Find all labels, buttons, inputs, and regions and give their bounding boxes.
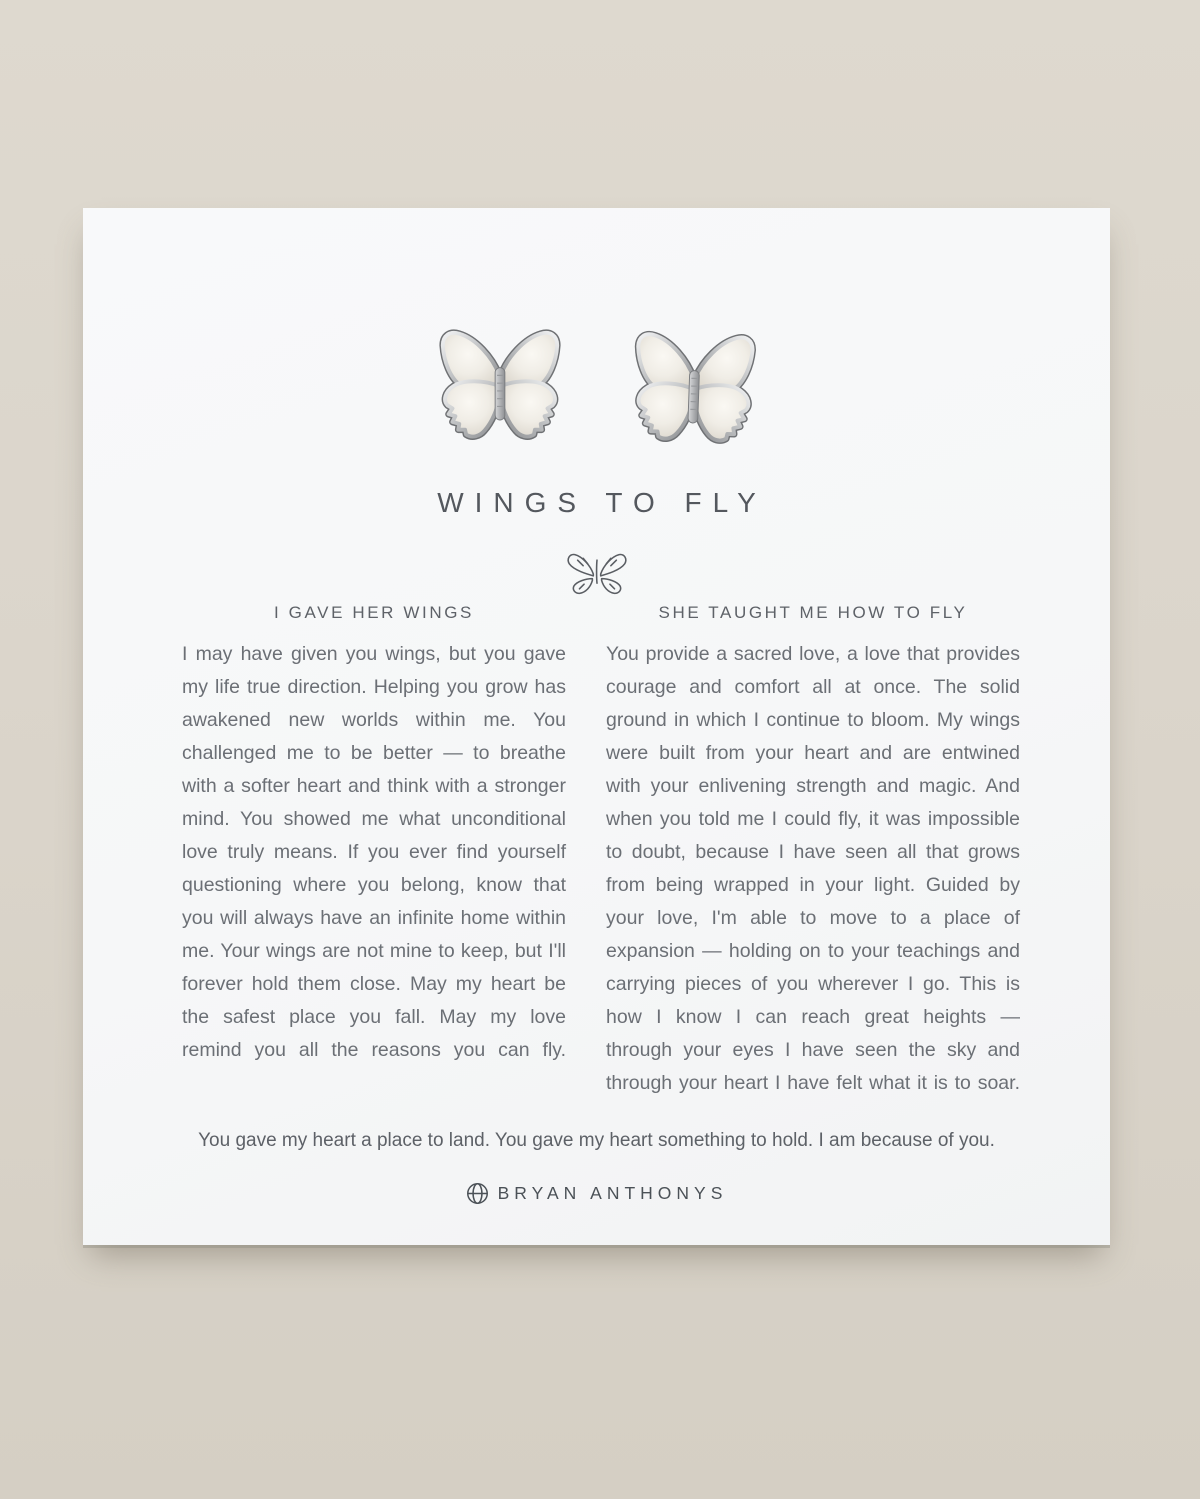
butterfly-earring-left-icon <box>431 324 569 452</box>
column-right-body: You provide a sacred love, a love that provides courage and comfort all at once. The solid ground in which I continue to bloom. My wings were built from your heart and are entwined with your enlivening strength and magic. And when you told me I could fly, it was impossible to doubt, because I have seen all that grows from being wrapped in your light. Guided by your love, I'm able to move to a place of expansion — holding on to your teachings and carrying pieces of you wherever I go. This is how I know I can reach great heights — through your eyes I have seen the sky and through your heart I have felt what it is to soar. <box>606 643 1020 1094</box>
brand-logo <box>83 1180 1110 1206</box>
column-right-heading: SHE TAUGHT ME HOW TO FLY <box>658 603 968 622</box>
butterfly-line-icon <box>561 550 633 598</box>
divider <box>83 550 1110 598</box>
sphere-icon <box>466 1182 489 1205</box>
column-left-heading: I GAVE HER WINGS <box>274 603 474 622</box>
product-card <box>83 208 1110 1245</box>
column-left <box>182 602 566 1100</box>
product-title: WINGS TO FLY <box>437 487 767 518</box>
butterfly-earring-right-icon <box>622 325 764 458</box>
column-left-body: I may have given you wings, but you gave my life true direction. Helping you grow has awakened new worlds within me. You challenged me to be better — to breathe with a softer heart and think with a stronger mind. You showed me what unconditional love truly means. If you ever find yourself questioning where you belong, know that you will always have an infinite home within me. Your wings are not mine to keep, but I'll forever hold them close. May my heart be the safest place you fall. May my love remind you all the reasons you can fly. <box>182 643 566 1061</box>
poem-columns <box>182 602 1020 1100</box>
column-right <box>606 602 1020 1100</box>
brand-name: BRYAN ANTHONYS <box>497 1183 728 1203</box>
footer-quote: You gave my heart a place to land. You gave my heart something to hold. I am because of you. <box>198 1130 995 1151</box>
earrings-photo <box>83 324 1110 452</box>
